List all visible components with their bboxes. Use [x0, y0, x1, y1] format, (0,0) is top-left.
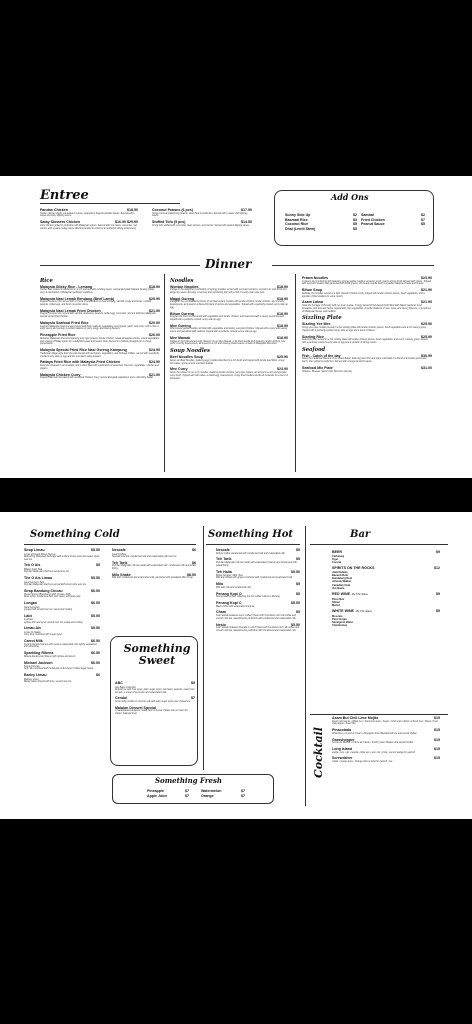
item-name: Sirap Bandung Cincau	[24, 588, 63, 593]
item-name: Malaysia Nasi Lemak Fried Chicken	[40, 308, 101, 313]
item-name: Beef Noodles Soup	[170, 355, 203, 360]
item-description: Juicy chicken grilled to perfection with Malaysian spices. Served with rice cakes, cucumber, red onions, and a peanut satay sauce (Recommended to order for an authentic dining experience).	[40, 224, 137, 230]
item-name: Michael Jackson	[24, 660, 53, 665]
item-name: Pinacolada	[332, 728, 351, 733]
addons-title: Add Ons	[331, 192, 369, 202]
item-description: Crème de Menthe • Crème de Cacao • Fresh Cream Shaken and served chilled.	[332, 742, 414, 745]
item-description: Juicy lime combined with sugar syrup.	[24, 634, 63, 637]
item-description: vodka • rum • gin • tequila • triple sec • sour mix • Cola • Lemon wedge for garnish	[332, 751, 415, 754]
item-name: Teh Tarik	[112, 560, 128, 565]
item-price: $7	[421, 217, 425, 222]
item-price: $18.90	[277, 311, 288, 316]
item-price: $24.90	[149, 360, 160, 365]
item-description: Shaved ice with rose syrup, palm sugar syrup, red beans, peanuts, sweet corn kernels, a scoop of ice cream and evaporated milk.	[115, 688, 195, 694]
item-description: Milo with condensed and evaporated milk, garnished with powdered Milo on top.	[112, 577, 194, 580]
bar-item-name: BEER	[332, 550, 342, 554]
item-name: Long Island	[332, 746, 353, 751]
item-subtitle: Black Iced Tea	[24, 566, 43, 571]
bar-item-note: - By The Glass	[349, 593, 368, 597]
item-description: Nescafe iced tea, condensed milk and evaporated milk over ice.	[112, 555, 177, 558]
item-price: $14.50	[241, 220, 252, 225]
category-heading: Sizzling Plate	[302, 315, 342, 322]
item-name: Longan	[24, 601, 37, 606]
bar-item-price: $9	[436, 550, 440, 554]
cold-column-1	[24, 548, 100, 686]
item-name: Teh Halia	[216, 569, 232, 574]
cold-title: Something Cold	[30, 529, 120, 540]
item-price: $17.90	[241, 208, 252, 212]
menu-item	[361, 222, 425, 227]
bar-item-price: $12	[434, 566, 440, 571]
item-description: Soy milk combined with herbal jelly of Ecology's Yellow Sugar Syrup.	[24, 668, 94, 671]
category-heading: Noodles	[170, 277, 194, 284]
item-price: $25.90	[277, 355, 288, 360]
bar-item-name: RED WINE - By The Glass	[332, 592, 368, 597]
bar-list-entry: Bundaberg Rum	[332, 577, 353, 581]
item-price: $6.50	[91, 601, 100, 606]
item-name: Sambal	[361, 213, 374, 217]
item-description: Barley water infused with lime, served over ice.	[24, 680, 72, 683]
item-name: Nescafe	[112, 548, 126, 552]
item-price: $6	[192, 560, 196, 565]
item-price: $9	[191, 681, 195, 685]
item-price: $30.99	[421, 353, 432, 358]
item-name: ABC	[115, 681, 123, 685]
item-price: $23.90	[421, 276, 432, 280]
item-description: Strong black coffee, reflecting the rich coffee culture in Penang.	[216, 596, 281, 599]
item-name: Apple Juice	[147, 793, 168, 798]
item-name: Asam Laksa	[302, 300, 323, 305]
item-description: A handpicked indulgence made fresh in-house. Please ask our team for today's featured treat.	[115, 710, 188, 716]
item-price: $5.50	[91, 548, 100, 552]
bar-list-entry: Bacardi Rum	[332, 574, 348, 577]
bar-item-list	[332, 615, 440, 628]
item-description: Tender chicken thighs marinated in spices, wrapped in fragrant pandan leaves. Served with a sweet and spicy dipping sauce.	[40, 212, 135, 218]
fresh-box	[112, 774, 274, 804]
addons-column-1	[285, 213, 357, 231]
menu-page-entree-dinner	[0, 176, 472, 478]
item-price: $7	[241, 793, 245, 798]
item-price: $25.90	[421, 334, 432, 339]
item-price: $5	[353, 222, 357, 227]
item-name: Sizzling Rice	[302, 334, 324, 339]
item-description: Can't decide between tea or coffee? Have both! Combines rich milk coffee and smooth milk tea, sweetened to perfection with condensed and evaporated milk.	[216, 614, 297, 620]
item-price: $5.50	[91, 626, 100, 631]
item-name: Malaysia Sticky Rice - Lemang	[40, 284, 93, 289]
item-price: $15	[434, 737, 440, 742]
bar-item-price: $9	[436, 609, 440, 614]
item-name: Seafood Mix Plate	[302, 365, 333, 370]
menu-item	[285, 227, 357, 232]
item-description: Longan fruit served over ice, sweet and cooling.	[24, 608, 73, 611]
item-name: Mee Mamak	[170, 336, 191, 341]
item-description: Savor the traditional flavours of our Asam Bakar, featuring fresh fish and spice marinated in a blend of aromatic spices and herbs, then grilled to perfection. Served with a tangy tamarind sauce.	[302, 358, 427, 364]
entree-column-2	[152, 208, 252, 230]
bar-list-entry: Tiger	[332, 557, 339, 561]
dinner-noodles-column	[170, 276, 288, 382]
item-name: Pineapple	[147, 789, 164, 793]
entree-title: Entree	[40, 188, 89, 203]
hot-items	[216, 548, 300, 635]
item-price: $23.90	[277, 367, 288, 372]
item-description: Crispy coconut coated king prawns, deep fried to perfection. Served with a sweet chilli dipping sauce.	[152, 212, 248, 218]
item-price: $18.90	[149, 284, 160, 289]
item-name: Bihun Soup	[302, 288, 323, 293]
item-name: Nescafe	[216, 548, 230, 552]
bar-item-name: WHITE WINE - By The Glass	[332, 609, 372, 614]
item-name: Malaysia Chicken Curry	[40, 372, 81, 377]
item-price: $5.50	[91, 613, 100, 618]
entree-column-1	[40, 208, 138, 232]
item-name: Malaysia Special Fried Rice Nasi Goreng Kampung	[40, 348, 127, 353]
item-description: Can't decide between Nescafe or milo? Have both! Combines rich milk coffee and smooth milk tea, sweetened to perfection with condensed and evaporated milk.	[216, 627, 300, 632]
item-subtitle: Lychee	[24, 617, 33, 622]
item-description: Indulge in the delightful combination of springy noodles served with succulent wontons, served in its own broth and tangy soy sauce dressing. A sensory and comforting dish with a hint of smoky char-siew pork.	[170, 289, 287, 294]
item-subtitle: Brew Ginger Milk Tea	[216, 573, 243, 578]
item-description: Tender beef cooked to perfection in a rich and aromatic rendang sauce, served alongside fragrant lemang (sticky rice). A celebration of Malaysian authentic traditions.	[40, 289, 155, 294]
item-price: $25.90	[421, 322, 432, 327]
item-name: Pattaya Fried Rice with Malaysia Fried Chicken	[40, 360, 121, 365]
item-price: $18.50	[127, 208, 138, 212]
item-price: $21.90	[149, 372, 160, 377]
item-description: (Prawns, Mussels, Squid, Fish, Broccoli, Carrots)	[302, 370, 352, 373]
item-price: $15	[434, 746, 440, 751]
item-price: $3	[353, 217, 357, 222]
item-name: Cham	[216, 610, 226, 615]
sweet-box	[110, 636, 198, 766]
item-price: $5.50	[291, 600, 300, 605]
hot-title: Something Hot	[208, 529, 294, 540]
bar-list-entry: Jack Daniels	[332, 570, 348, 574]
item-description: Popular Malaysian milk tea made with evaporated milk, condensed milk and pulled frothy.	[112, 565, 196, 570]
item-price: $31.00	[421, 365, 432, 370]
item-name: Milo	[216, 582, 224, 587]
fresh-column-1	[147, 789, 189, 798]
item-price: $24.90	[149, 348, 160, 353]
item-name: Dhal (Lentil Stew)	[285, 226, 316, 231]
item-name: Barley Limau	[24, 673, 47, 678]
item-price: $16.90 $29.90	[115, 220, 138, 225]
item-name: Coconut Rice	[285, 222, 309, 227]
item-price: $18.90	[277, 323, 288, 328]
item-price: $2	[421, 213, 425, 217]
item-description: White Rum • Coconut Cream • Pineapple Juice Blended with ice and served chilled.	[332, 732, 417, 735]
bar-list-entry: Pinot Noir	[332, 597, 345, 601]
item-price: $20.00	[149, 321, 160, 326]
item-description: Robust coffee sweetened with condensed milk and evaporated milk.	[216, 552, 286, 555]
bar-list-entry: Johnnie Walker	[332, 580, 352, 584]
item-subtitle: Iced Coffee	[112, 551, 127, 556]
item-price: $6.50	[91, 660, 100, 665]
item-description: Traditional village-style fried rice wok-tossed with anchovies, vegetables, and birdseye chillies, served with a perfectly cooked sunny side up egg and two succulent satay skewers.	[40, 352, 160, 358]
item-description: Fragrant stir-fried rice vermicelli with vegetables and tender chicken, and seasoned with a savory seasoning and topped with a perfectly cooked sunny side up egg.	[170, 316, 284, 322]
item-description: Milk tea infused with ginger combined with condensed and evaporated milk.	[216, 577, 293, 580]
bar-item-list	[332, 598, 440, 608]
item-price: $7	[241, 789, 245, 793]
menu-item	[201, 794, 245, 799]
item-name: Teh Tarik	[216, 557, 232, 562]
item-subtitle: Iced Longan	[24, 604, 40, 609]
item-price: $15	[434, 756, 440, 761]
category-heading: Seafood	[302, 346, 326, 353]
item-name: Basmati Rice	[285, 217, 308, 222]
item-price: $5	[296, 610, 300, 615]
item-price: $6.50	[91, 651, 100, 656]
item-description: Lychee fruit and syrup served over ice, sweet and cooling.	[24, 621, 84, 624]
fresh-title: Something Fresh	[155, 776, 223, 785]
item-name: Malaysia Seafood Fried Rice	[40, 321, 89, 326]
item-description: Indulge in the mouthwatering fusion of stir-fried instant noodles with tender chicken, tender chicken, and crunchy beansprouts, all tossed in a flavourful blend of spices and vegetables. Topped with a perfectly cooked sunny side up egg.	[170, 301, 288, 309]
item-price: $7	[191, 696, 195, 701]
item-description: vodka • orange juice • Orange slice or twist for garnish • Ice	[332, 760, 393, 763]
item-price: $2	[353, 213, 357, 217]
dinner-rice-column	[40, 276, 160, 382]
item-price: $18.90	[277, 336, 288, 341]
item-price: $6.50	[91, 638, 100, 643]
item-description: Indulge in the bold and aromatic flavours of our Mee Mamak, a stir-fried noodle dish featuring tender chicken, tofu puffs, crunchy beansprouts, all tossed in a rich and creamy peanut sauce. A taste of Malaysian favourites.	[170, 340, 286, 346]
item-description: Crispy yee mee noodles tossed in a hot sizzling plate with tender chicken pieces, fresh vegetables and a rich savory gravy. Topped with a perfectly cooked sunny side up egg and a burst of flavour.	[302, 326, 427, 332]
addons-column-2	[361, 213, 425, 227]
dinner-title: Dinner	[205, 257, 252, 271]
item-name: Penang Kopi C	[216, 600, 242, 605]
item-description: Ribena blackcurrant flavour with lychee and lemon.	[24, 655, 76, 658]
item-description: Taste the heritage of Penang with our Asam Laksa. A tangy tamarind fish-based broth filled with flaked mackerel, fresh pineapple, and aromatic herbs, topped with crisp vegetables. A perfect balance of sour, spicy, and savory flavours, a symphony of Malaysian flavour and tradition.	[302, 304, 431, 313]
item-description: Refreshing Malaysian beverage with a blend of lime juice and sweet syrup over ice.	[24, 555, 100, 561]
item-description: Fried rice wrapped in an omelette, and is often filled with condiments of seasoned, fried rice, vegetables, chicken and prawns.	[40, 365, 159, 370]
item-subtitle: Iced Lemon Tea	[24, 579, 44, 584]
bar-item-price: $9	[436, 592, 440, 597]
item-name: Asam Bui Chili Lime Mojito	[332, 716, 379, 720]
bar-list-entry: Canadian Club	[332, 583, 351, 587]
item-description: Delicious Malaysian fried rice featuring juicy tiger prawns, tender chicken, sweet pineapple chunks, mixed vegetables, and a blend of Malay spices for a delightful sweet and savory taste. Served in a halved pineapple for a unique presentation.	[40, 337, 160, 346]
item-description: A classic and comforting dish featuring springy yellow noodles served in a rich, hearty shrimp broth infused with spices. Topped with succulent prawns and garnished with fresh greens, this hearty noodle bowl is a perfect balance of taste and texture.	[302, 280, 432, 286]
bar-item-note: - By The Glass	[353, 610, 372, 614]
item-description: Wok-tossed yellow noodles stir-fried with vegetables and tender, succulent chicken. Infused with a spicy and savory sauce and garnished with seafood, topped with a perfectly cooked sunny side up egg.	[170, 328, 288, 334]
item-subtitle: Barley Lime	[24, 676, 39, 681]
item-price: $21.90	[149, 308, 160, 313]
item-description: Seasoned rice served on a hot sizzling plate with tender chicken pieces, fresh vegetables, and a rich, savoury gravy, topped with a perfectly cooked sunny side up egg and a sprinkle of spring onions.	[302, 339, 428, 344]
bar-item-list	[332, 555, 440, 565]
item-name: Sunny Side Up	[285, 213, 311, 217]
bar-list-entry: Corona	[332, 561, 342, 564]
fresh-column-2	[201, 789, 245, 798]
bar-list-entry: Merlot	[332, 604, 340, 608]
dinner-soup-sizzling-seafood-column	[302, 276, 432, 375]
item-subtitle: Lime-O-Nade	[24, 629, 41, 634]
item-name: Sirap Limau	[24, 548, 45, 552]
item-description: Fragrant Basmati rice paired with succulent Chicken Curry, served alongside papadums and a refreshing Salad.	[40, 377, 154, 380]
item-price: $5	[296, 582, 300, 587]
item-price: $5	[421, 222, 425, 227]
category-heading: Rice	[40, 277, 53, 284]
item-name: Sizzling Yee Mee	[302, 322, 331, 327]
item-price: $5	[353, 226, 357, 231]
item-name: Orange	[201, 793, 214, 798]
item-name: Pineapple Fried Rice	[40, 333, 76, 338]
bar-list-entry: Chardonnay	[332, 624, 348, 628]
menu-item	[147, 794, 189, 799]
item-name: Peanut Sauce	[361, 222, 385, 227]
item-name: Carrot Milk	[24, 638, 43, 643]
item-description: Freshly blended carrots with creamy evaporated milk, lightly sweetened and refreshing.	[24, 643, 97, 649]
item-description: Savor the vibrant of our curry noodles, featuring tender chicken, juicy tiger prawns, all served in a rich and aromatic curry broth. Topped with fish cakes, a boiled egg, beansprouts, crispy fried shallots and fresh coriander for a burst of perfection.	[170, 372, 288, 380]
item-description: Rose syrup, condensed milk, and sweet, soft grass jelly.	[24, 596, 81, 599]
item-name: Sparkling Ribena	[24, 651, 54, 656]
item-name: Neslo	[216, 622, 226, 627]
item-price: $5	[296, 557, 300, 562]
item-price: $5	[96, 563, 100, 568]
item-name: Fish - Catch of the day	[302, 353, 341, 358]
item-subtitle: Soya Cincau	[24, 664, 40, 669]
item-description: Black coffee with evaporated creamer.	[216, 605, 255, 608]
bar-drinks	[332, 548, 440, 628]
item-subtitle: Ais Batu Campur	[115, 684, 137, 689]
item-name: Grasshopper	[332, 737, 355, 742]
item-price: $15	[434, 728, 440, 733]
bar-list-entry: Jim Beam	[332, 586, 345, 590]
item-name: Watermelon	[201, 789, 222, 793]
item-description: Popular Malaysian black tea served over ice.	[24, 571, 70, 574]
item-name: Mee Curry	[170, 367, 188, 372]
item-name: Limau Ais	[24, 626, 42, 631]
bar-item-name: SPIRITS ON THE ROCKS	[332, 566, 375, 571]
item-description: Crispy tofu stuffed with cucumber, bean sprouts, and carrots. Served with peanut dipping sauce.	[152, 224, 250, 227]
item-price: $18.90	[277, 296, 288, 301]
item-description: Popular Malaysian black tea served with lemon juice over ice.	[24, 583, 87, 586]
item-price: $15	[434, 716, 440, 720]
bar-list-entry: Pinot Grigio	[332, 618, 347, 622]
cocktail-list	[332, 716, 440, 766]
bar-title: Bar	[350, 529, 371, 540]
item-description: Fragrant coconut rice served with a choice of tender lamb or beef rendang, sambal, crispy anchovies, roasted peanuts, boiled egg, and fresh cucumber slices.	[40, 301, 152, 307]
bar-list-entry: Moscato	[332, 614, 343, 618]
item-description: Savor our Beef Noodles, featuring egg noodles blanched in a rich broth and topped with tender beef fillets, crispy fish cakes, spring onions and fried shallots.	[170, 359, 285, 365]
item-description: Milo with milk and condensed milk.	[216, 586, 252, 589]
item-price: $5	[296, 591, 300, 596]
item-price: $18.90	[277, 284, 288, 289]
addons-box	[274, 190, 434, 246]
item-name: Laici	[24, 613, 33, 618]
item-name: Satay Skewers Chicken	[40, 220, 81, 225]
item-name: Mee Goreng	[170, 323, 191, 328]
item-description: Fragrant Malaysian fried rice wok-tossed with fresh seafood, vegetables, lemongrass, garlic, and onion, with a hint of spicy sauce and sambal. A perfect balance of spicy, tangy, and savory flavours.	[40, 325, 159, 331]
item-price: $5.50	[291, 569, 300, 574]
item-price: $21.90	[421, 300, 432, 305]
item-price: $5.50	[291, 622, 300, 627]
item-price: $7	[185, 789, 189, 793]
item-name: Cendol	[115, 696, 128, 701]
item-name: Penang Kopi O	[216, 591, 242, 596]
cold-column-2	[112, 548, 196, 582]
item-subtitle: Lime Infused Rose Syrup	[24, 551, 56, 556]
sweet-items	[115, 681, 195, 718]
item-name: Coconut Prawns (6 pcs)	[152, 208, 193, 212]
item-price: $25.90	[149, 296, 160, 301]
item-description: Fresh mint leaves • White rum • Fresh lime juice • Sugar • Club soda • Slices of fresh lime • Slices of red chili pepper • Asam Bui	[332, 720, 438, 726]
bar-list-entry: Shiraz	[332, 600, 340, 604]
item-price: $6	[96, 673, 100, 678]
item-price: $5.50	[91, 575, 100, 580]
item-name: Fried Chicken	[361, 217, 385, 222]
item-description: Green jelly noodles in coconut milk with palm sugar syrup over shaved ice.	[115, 700, 191, 703]
item-description: Fragrant coconut rice served with sambal, anchovies, peanuts, boiled egg, cucumber, and our delicious Malaysian special spiced fried chicken.	[40, 313, 156, 319]
menu-page-drinks	[0, 512, 472, 819]
item-name: Teh O Ais	[24, 563, 41, 568]
item-price: $21.90	[421, 288, 432, 293]
item-name: Pandan Chicken	[40, 208, 68, 212]
item-subtitle: Rose Syrup Bandung with Grass Jelly	[24, 592, 71, 597]
item-price: $8.50	[187, 572, 196, 577]
item-price: $6	[192, 548, 196, 552]
item-name: Stuffed Tofu (5 pcs)	[152, 220, 186, 225]
item-price: $5	[296, 548, 300, 552]
item-name: Malaion Dessert Special	[115, 705, 157, 710]
sweet-title: Something Sweet	[123, 642, 191, 667]
item-price: $7	[185, 793, 189, 798]
item-description: Delicate rice noodles served in a light, flavorful chicken broth, topped with tender chicken pieces, fresh vegetables, and a sprinkle of fried shallots for extra crunch.	[302, 292, 425, 298]
item-price: $26.00	[149, 333, 160, 338]
bar-list-entry: Sauvignon Blanc	[332, 621, 354, 625]
item-name: Maggi Goreng	[170, 296, 195, 301]
item-name: Prawn Noodles	[302, 276, 328, 280]
cocktail-label: Cocktail	[312, 727, 325, 778]
item-name: Malaysia Nasi Lemak Rendang (Beef Lamb)	[40, 296, 115, 301]
bar-list-entry: Carlsberg	[332, 554, 345, 558]
bar-item-list	[332, 571, 440, 590]
item-description: Popular Malaysian milk tea made with evaporated creamer and condensed milk, pulled frothy.	[216, 561, 298, 567]
item-name: Bihun Goreng	[170, 311, 194, 316]
item-name: The O Ais Limau	[24, 575, 53, 580]
category-heading: Soup Noodles	[170, 348, 210, 355]
item-price: $6.50	[91, 588, 100, 593]
item-name: Wonton Noodles	[170, 284, 199, 289]
item-name: Screwdriver	[332, 756, 353, 761]
item-name: Milo Shake	[112, 572, 131, 577]
